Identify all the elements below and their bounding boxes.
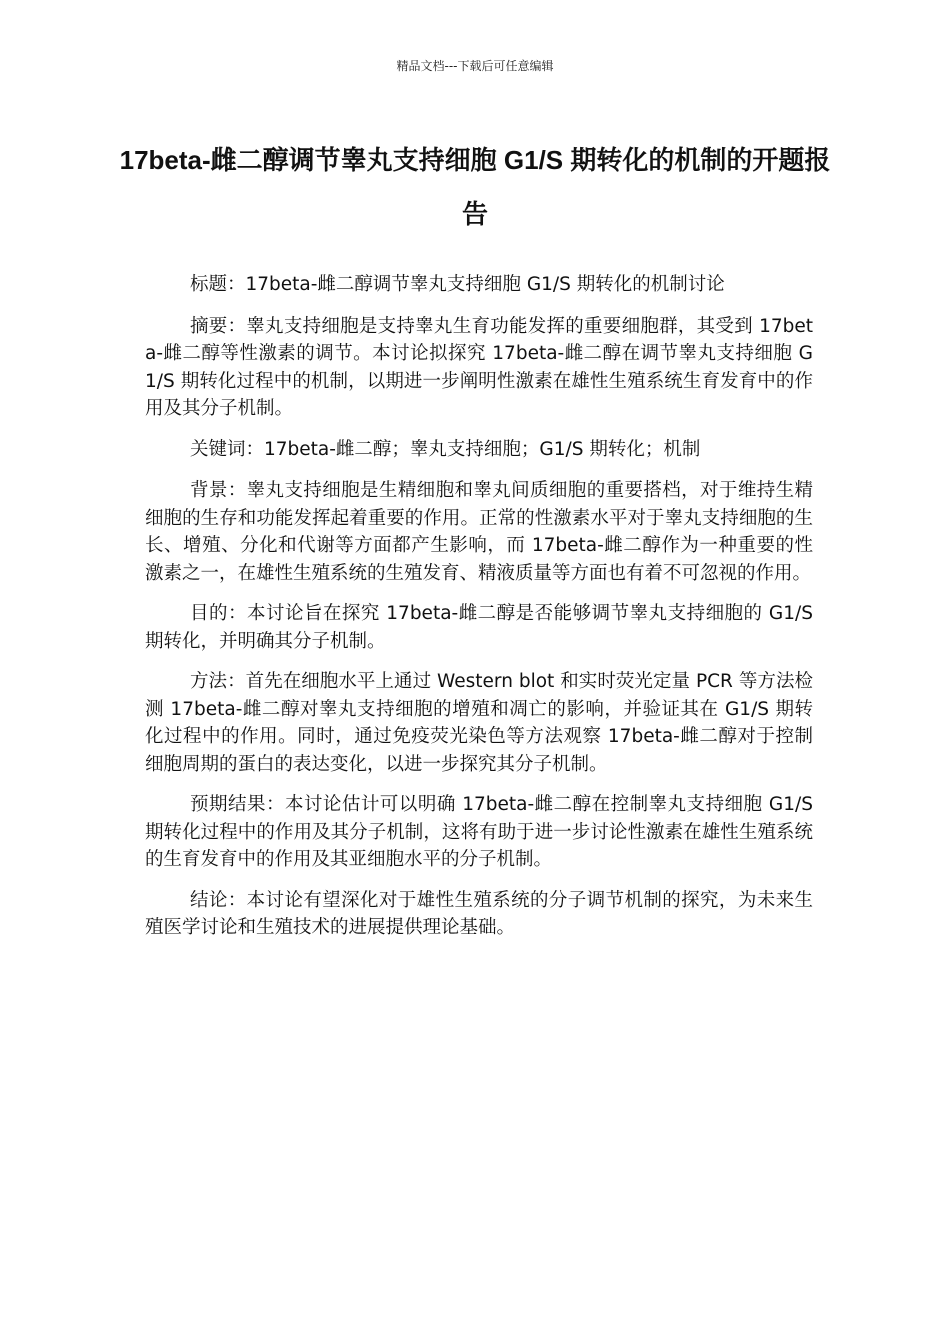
header-note: 精品文档---下载后可任意编辑	[396, 59, 554, 73]
paragraph-title: 标题：17beta-雌二醇调节睾丸支持细胞 G1/S 期转化的机制讨论	[190, 274, 725, 295]
paragraph-expected-results: 预期结果：本讨论估计可以明确 17beta-雌二醇在控制睾丸支持细胞 G1/S 期转化过程中的作用及其分子机制，这将有助于进一步讨论性激素在雄性生殖系统的生育发育中的作用及其亚细胞水平的分子机制。	[145, 794, 813, 870]
paragraph-purpose: 目的：本讨论旨在探究 17beta-雌二醇是否能够调节睾丸支持细胞的 G1/S 期转化，并明确其分子机制。	[145, 603, 813, 652]
paragraph-conclusion: 结论：本讨论有望深化对于雄性生殖系统的分子调节机制的探究，为未来生殖医学讨论和生殖技术的进展提供理论基础。	[145, 889, 813, 938]
document-title: 17beta-雌二醇调节睾丸支持细胞 G1/S 期转化的机制的开题报告	[119, 145, 831, 229]
paragraph-abstract: 摘要：睾丸支持细胞是支持睾丸生育功能发挥的重要细胞群，其受到 17beta-雌二醇等性激素的调节。本讨论拟探究 17beta-雌二醇在调节睾丸支持细胞 G1/S 期转化过程中的机制，以期进一步阐明性激素在雄性生殖系统生育发育中的作用及其分子机制。	[145, 315, 813, 419]
paragraph-method: 方法：首先在细胞水平上通过 Western blot 和实时荧光定量 PCR 等方法检测 17beta-雌二醇对睾丸支持细胞的增殖和凋亡的影响，并验证其在 G1/S 期转化过程中的作用。同时，通过免疫荧光染色等方法观察 17beta-雌二醇对于控制细胞周期的蛋白的表达变化，以进一步探究其分子机制。	[145, 671, 813, 775]
document-body	[145, 271, 813, 955]
paragraph-background: 背景：睾丸支持细胞是生精细胞和睾丸间质细胞的重要搭档，对于维持生精细胞的生存和功能发挥起着重要的作用。正常的性激素水平对于睾丸支持细胞的生长、增殖、分化和代谢等方面都产生影响，而 17beta-雌二醇作为一种重要的性激素之一，在雄性生殖系统的生殖发育、精液质量等方面也有着不可忽视的作用。	[145, 480, 813, 584]
paragraph-keywords: 关键词：17beta-雌二醇；睾丸支持细胞；G1/S 期转化；机制	[190, 438, 701, 460]
